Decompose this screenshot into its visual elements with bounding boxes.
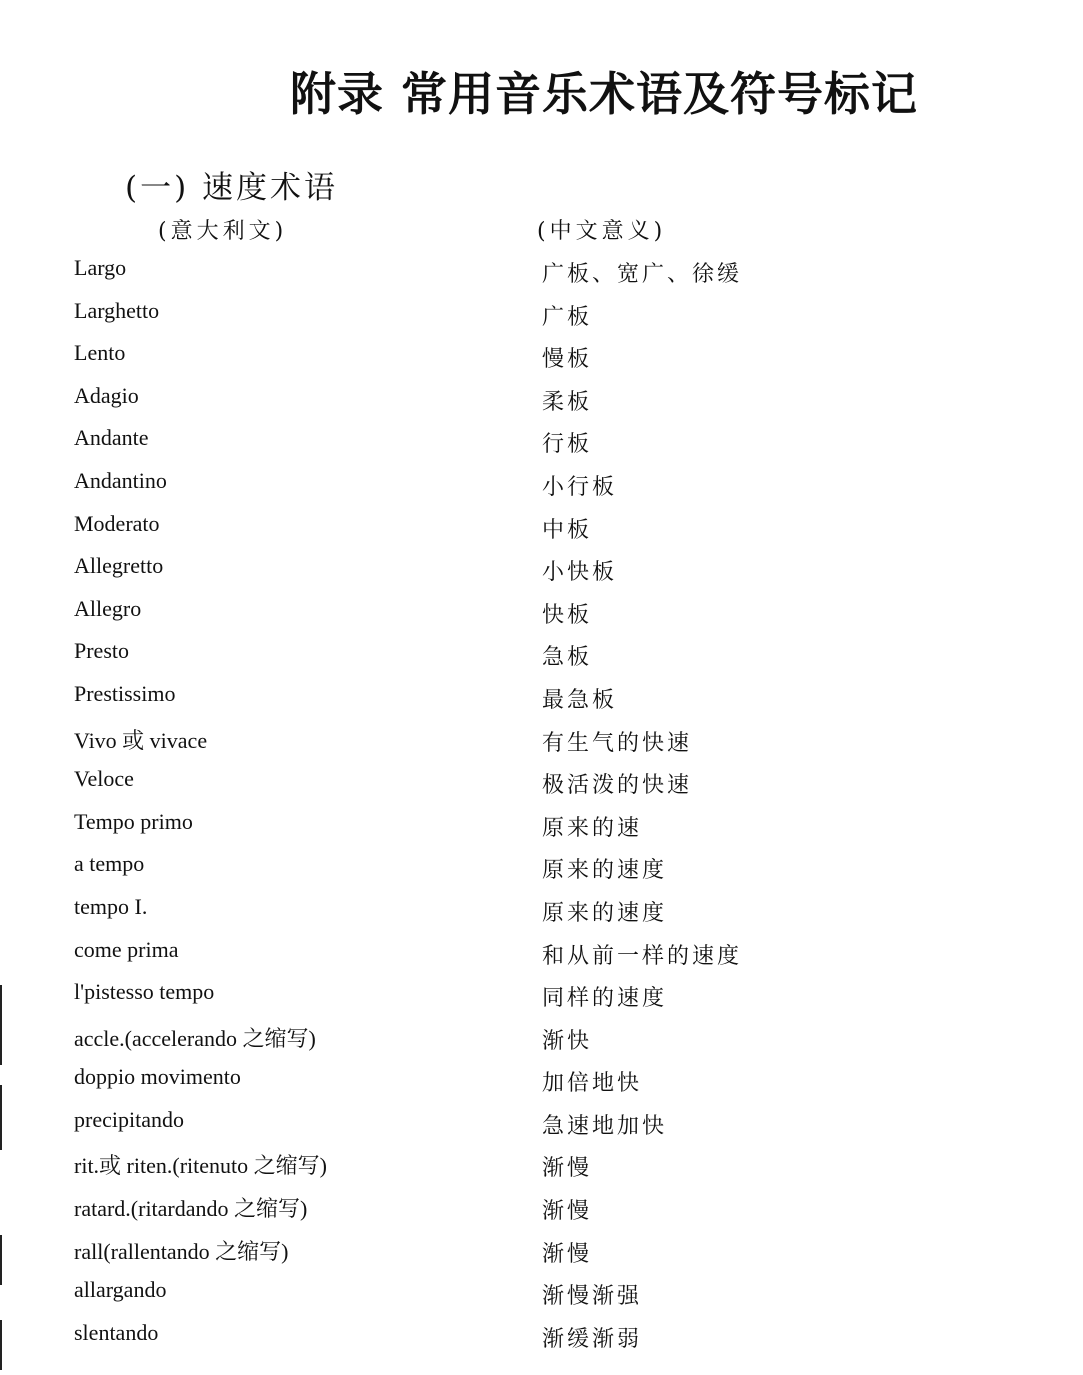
term-row [0,425,1083,468]
term-row [0,894,1083,937]
chinese-meaning: 加倍地快 [542,1071,643,1097]
italian-term: Veloce [74,766,134,792]
term-row [0,596,1083,639]
chinese-meaning: 行板 [542,432,593,458]
term-row [0,340,1083,383]
italian-term: allargando [74,1277,167,1303]
italian-term: Allegro [74,595,142,621]
italian-term: Presto [74,638,129,664]
chinese-meaning: 慢板 [542,347,593,373]
term-row [0,851,1083,894]
chinese-meaning: 最急板 [542,687,618,713]
chinese-meaning: 广板、宽广、徐缓 [542,262,743,287]
chinese-meaning: 原来的速 [542,815,643,841]
italian-term: Moderato [74,510,160,536]
chinese-column-header: (中文意义) [537,219,667,244]
italian-term: precipitando [74,1106,184,1132]
scan-margin-line [0,1320,2,1370]
term-row [0,1320,1083,1363]
italian-term: Largo [74,255,127,280]
italian-term: tempo I. [74,893,148,919]
term-row [0,638,1083,681]
chinese-meaning: 原来的速度 [542,900,668,926]
section-title: (一) 速度术语 [125,170,339,206]
italian-term: Larghetto [74,297,160,323]
chinese-meaning: 极活泼的快速 [542,773,693,799]
chinese-meaning: 小快板 [542,560,618,586]
chinese-meaning: 有生气的快速 [542,730,693,756]
term-row [0,511,1083,554]
chinese-meaning: 渐慢 [542,1199,593,1225]
italian-term: a tempo [74,851,145,877]
chinese-meaning: 渐快 [542,1028,593,1054]
chinese-meaning: 急速地加快 [542,1113,668,1139]
italian-term: rit.或 riten.(ritenuto 之缩写) [74,1153,327,1179]
term-row [0,1235,1083,1278]
term-row [0,298,1083,341]
italian-term: Tempo primo [74,808,193,834]
italian-term: come prima [74,936,179,962]
term-row [0,681,1083,724]
term-row [0,937,1083,980]
scan-margin-line [0,1235,2,1285]
italian-term: Andante [74,425,149,451]
chinese-meaning: 快板 [542,602,593,628]
chinese-meaning: 同样的速度 [542,986,668,1012]
italian-column-header: (意大利文) [158,219,288,244]
chinese-meaning: 和从前一样的速度 [542,943,743,969]
chinese-meaning: 中板 [542,517,593,543]
term-row [0,1022,1083,1065]
chinese-meaning: 急板 [542,645,593,671]
tempo-terms-list [0,255,1083,1362]
chinese-meaning: 柔板 [542,389,593,415]
term-row [0,766,1083,809]
italian-term: Vivo 或 vivace [74,727,208,753]
chinese-meaning: 渐缓渐弱 [542,1326,643,1352]
term-row [0,724,1083,767]
term-row [0,553,1083,596]
italian-term: rall(rallentando 之缩写) [74,1238,289,1264]
term-row [0,1192,1083,1235]
term-row [0,1149,1083,1192]
term-row [0,1107,1083,1150]
italian-term: doppio movimento [74,1064,241,1090]
term-row [0,383,1083,426]
term-row [0,979,1083,1022]
italian-term: l'pistesso tempo [74,979,215,1005]
chinese-meaning: 原来的速度 [542,858,668,884]
italian-term: accle.(accelerando 之缩写) [74,1025,316,1051]
italian-term: Prestissimo [74,680,176,706]
italian-term: Allegretto [74,553,164,579]
italian-term: Lento [74,340,126,366]
italian-term: slentando [74,1319,159,1345]
italian-term: ratard.(ritardando 之缩写) [74,1196,308,1222]
italian-term: Adagio [74,382,139,408]
term-row [0,255,1083,298]
scan-margin-line [0,985,2,1065]
chinese-meaning: 小行板 [542,474,618,500]
chinese-meaning: 渐慢 [542,1241,593,1267]
chinese-meaning: 渐慢 [542,1156,593,1182]
term-row [0,1277,1083,1320]
term-row [0,809,1083,852]
italian-term: Andantino [74,467,167,493]
term-row [0,1064,1083,1107]
term-row [0,468,1083,511]
scan-margin-line [0,1085,2,1150]
page-title: 附录 常用音乐术语及符号标记 [290,67,919,121]
chinese-meaning: 广板 [542,304,593,330]
chinese-meaning: 渐慢渐强 [542,1284,643,1310]
